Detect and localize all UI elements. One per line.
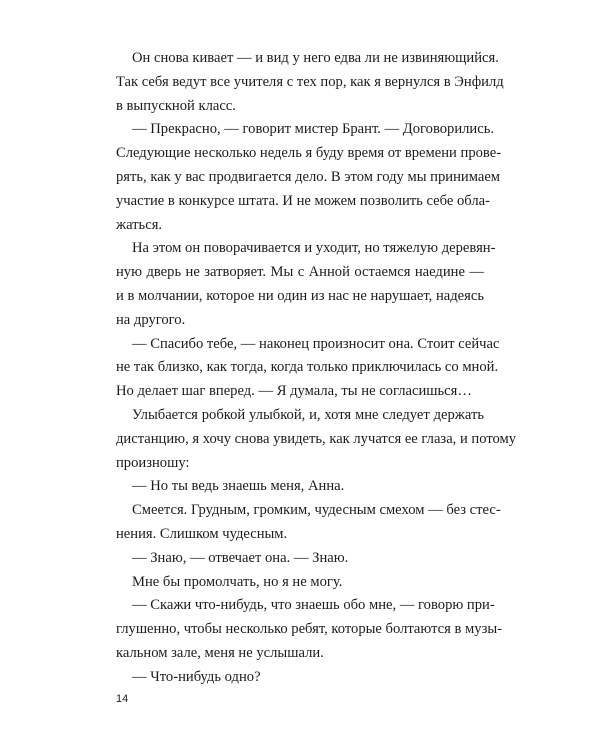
text-line: — Спасибо тебе, — наконец произносит она. Стоит сейчас [132, 335, 500, 352]
text-line: ную дверь не затворяет. Мы с Анной остаемся наедине — [116, 264, 484, 281]
text-line: нения. Слишком чудесным. [116, 525, 288, 542]
text-line: Смеется. Грудным, громким, чудесным смехом — без стес- [132, 502, 501, 519]
text-line: Но делает шаг вперед. — Я думала, ты не согласишься… [116, 383, 472, 400]
page-number: 14 [116, 693, 129, 705]
text-line: Улыбается робкой улыбкой, и, хотя мне следует держать [132, 406, 484, 423]
text-line: — Прекрасно, — говорит мистер Брант. — Договорились. [132, 121, 495, 138]
text-line: жаться. [116, 216, 163, 233]
text-line: — Но ты ведь знаешь меня, Анна. [132, 478, 345, 495]
text-line: — Скажи что-нибудь, что знаешь обо мне, — говорю при- [132, 597, 495, 614]
text-line: и в молчании, которое ни один из нас не нарушает, надеясь [116, 287, 484, 304]
text-line: Так себя ведут все учителя с тех пор, как я вернулся в Энфилд [116, 73, 504, 90]
text-line: не так близко, как тогда, когда только приключилась со мной. [116, 359, 499, 376]
text-line: в выпускной класс. [116, 97, 236, 114]
text-line: рять, как у вас продвигается дело. В этом году мы принимаем [116, 168, 501, 185]
text-line: — Знаю, — отвечает она. — Знаю. [132, 549, 349, 566]
text-line: Он снова кивает — и вид у него едва ли не извиняющийся. [132, 50, 499, 66]
text-line: На этом он поворачивается и уходит, но тяжелую деревян- [132, 240, 496, 257]
text-line: — Что-нибудь одно? [132, 668, 261, 685]
text-line: Мне бы промолчать, но я не могу. [132, 573, 343, 590]
text-line: Следующие несколько недель я буду время от времени прове- [116, 145, 502, 162]
text-line: произношу: [116, 454, 190, 471]
text-line: на другого. [116, 311, 186, 328]
text-line: кальном зале, меня не услышали. [116, 644, 324, 661]
text-line: участие в конкурсе штата. И не можем позволить себе обла- [116, 192, 490, 209]
text-line: дистанцию, я хочу снова увидеть, как лучатся ее глаза, и потому [116, 430, 517, 447]
text-line: глушенно, чтобы несколько ребят, которые болтаются в музы- [116, 621, 503, 638]
body-text [116, 47, 517, 690]
